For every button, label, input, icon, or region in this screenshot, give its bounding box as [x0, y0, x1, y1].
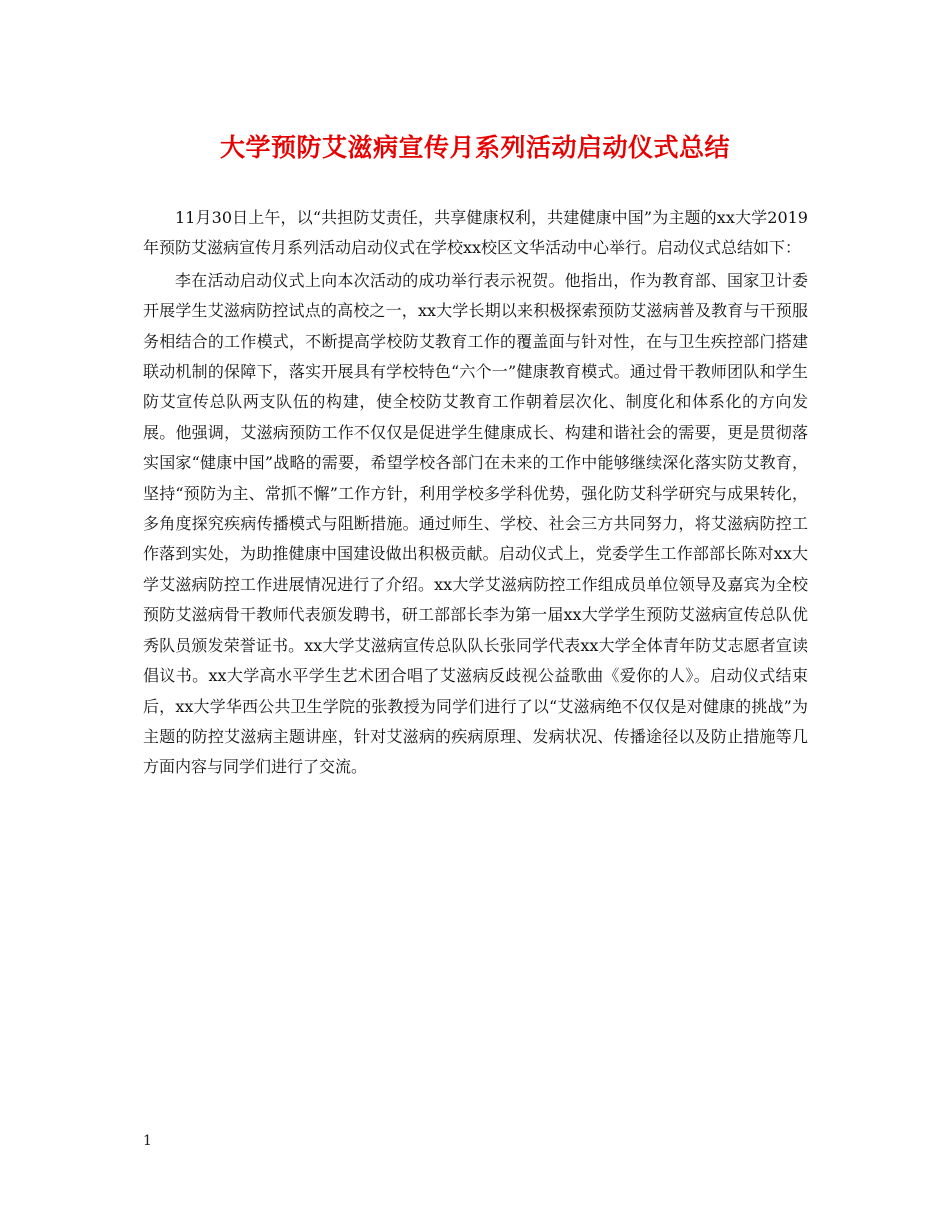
page-number: 1 [143, 1133, 152, 1149]
document-body [143, 203, 808, 783]
document-title: 大学预防艾滋病宣传月系列活动启动仪式总结 [219, 133, 730, 162]
paragraph-main: 李在活动启动仪式上向本次活动的成功举行表示祝贺。他指出，作为教育部、国家卫计委开展学生艾滋病防控试点的高校之一，xx大学长期以来积极探索预防艾滋病普及教育与干预服务相结合的工作模式，不断提高学校防艾教育工作的覆盖面与针对性，在与卫生疾控部门搭建联动机制的保障下，落实开展具有学校特色“六个一”健康教育模式。通过骨干教师团队和学生防艾宣传总队两支队伍的构建，使全校防艾教育工作朝着层次化、制度化和体系化的方向发展。他强调，艾滋病预防工作不仅仅是促进学生健康成长、构建和谐社会的需要，更是贯彻落实国家“健康中国”战略的需要，希望学校各部门在未来的工作中能够继续深化落实防艾教育，坚持“预防为主、常抓不懈”工作方针，利用学校多学科优势，强化防艾科学研究与成果转化，多角度探究疾病传播模式与阻断措施。通过师生、学校、社会三方共同努力，将艾滋病防控工作落到实处，为助推健康中国建设做出积极贡献。启动仪式上，党委学生工作部部长陈对xx大学艾滋病防控工作进展情况进行了介绍。xx大学艾滋病防控工作组成员单位领导及嘉宾为全校预防艾滋病骨干教师代表颁发聘书，研工部部长李为第一届xx大学学生预防艾滋病宣传总队优秀队员颁发荣誉证书。xx大学艾滋病宣传总队队长张同学代表xx大学全体青年防艾志愿者宣读倡议书。xx大学高水平学生艺术团合唱了艾滋病反歧视公益歌曲《爱你的人》。启动仪式结束后，xx大学华西公共卫生学院的张教授为同学们进行了以“艾滋病绝不仅仅是对健康的挑战”为主题的防控艾滋病主题讲座，针对艾滋病的疾病原理、发病状况、传播途径以及防止措施等几方面内容与同学们进行了交流。 [143, 270, 808, 777]
paragraph-intro: 11月30日上午，以“共担防艾责任，共享健康权利，共建健康中国”为主题的xx大学2019年预防艾滋病宣传月系列活动启动仪式在学校xx校区文华活动中心举行。启动仪式总结如下： [143, 208, 808, 258]
